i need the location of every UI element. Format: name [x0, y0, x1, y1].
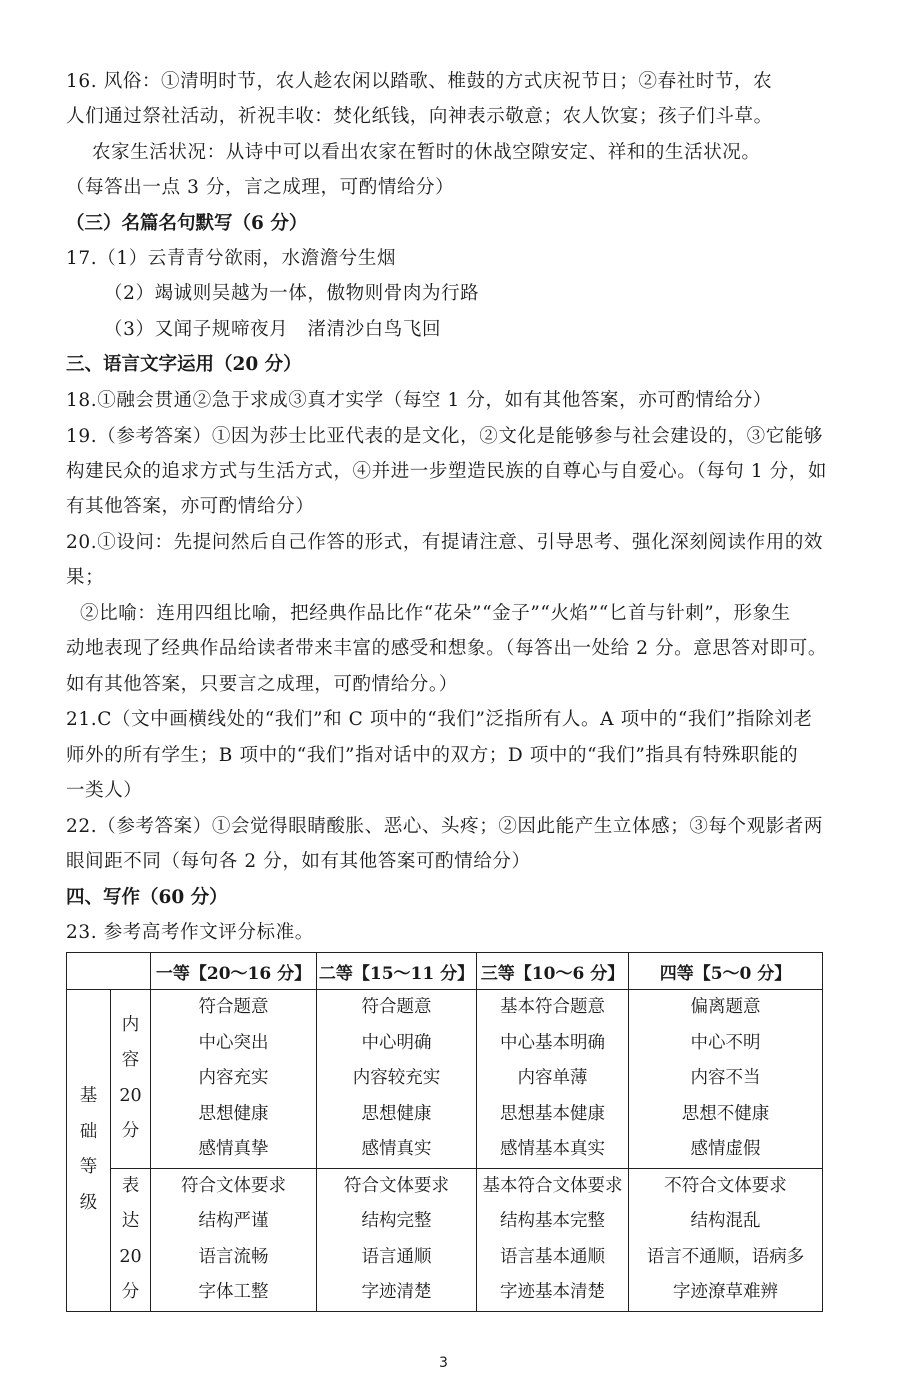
- q22-line-2: 眼间距不同（每句各 2 分，如有其他答案可酌情给分）: [66, 851, 531, 872]
- criterion-text: 中心不明: [690, 1032, 761, 1053]
- page-number: 3: [439, 1355, 448, 1371]
- criterion-text: 符合题意: [361, 997, 432, 1017]
- q16-line-1: 16. 风俗：①清明时节，农人趁农闲以踏歌、椎鼓的方式庆祝节日；②春社时节，农: [66, 71, 773, 92]
- expression-label-char: 表: [121, 1175, 140, 1196]
- criterion-text: 语言基本通顺: [500, 1246, 605, 1267]
- criterion-text: 内容不当: [690, 1068, 761, 1088]
- criterion-text: 符合文体要求: [344, 1175, 449, 1196]
- expression-label-char: 分: [121, 1282, 140, 1302]
- criterion-text: 不符合文体要求: [664, 1175, 787, 1196]
- criterion-text: 感情真挚: [198, 1139, 269, 1159]
- criterion-text: 思想基本健康: [500, 1103, 605, 1124]
- criterion-text: 字迹清楚: [361, 1282, 432, 1302]
- q20-line-1: 20.①设问：先提问然后自己作答的形式，有提请注意、引导思考、强化深刻阅读作用的效: [66, 532, 824, 553]
- expression-label-char: 达: [121, 1211, 140, 1231]
- q22-line-1: 22.（参考答案）①会觉得眼睛酸胀、恶心、头疼；②因此能产生立体感；③每个观影者两: [66, 816, 824, 837]
- criterion-text: 思想健康: [361, 1103, 432, 1124]
- header-grade-4: 四等【5～0 分】: [629, 953, 823, 990]
- criterion-text: 语言流畅: [198, 1246, 269, 1267]
- q20-line-4: 动地表现了经典作品给读者带来丰富的感受和想象。（每答出一处给 2 分。意思答对即可。: [66, 638, 827, 659]
- q19-line-2: 构建民众的追求方式与生活方式，④并进一步塑造民族的自尊心与自爱心。（每句 1 分，如: [66, 461, 827, 482]
- q16-line-4: （每答出一点 3 分，言之成理，可酌情给分）: [66, 177, 455, 198]
- content-grade-3-cell: [477, 990, 629, 1169]
- content-label-char: 容: [121, 1050, 140, 1071]
- q19-line-1: 19.（参考答案）①因为莎士比亚代表的是文化，②文化是能够参与社会建设的，③它能够: [66, 426, 824, 447]
- content-grade-4-cell: [629, 990, 823, 1169]
- criterion-text: 偏离题意: [690, 997, 761, 1017]
- expression-grade-2-cell: [317, 1168, 477, 1311]
- header-grade-1: 一等【20～16 分】: [151, 953, 317, 990]
- criterion-text: 中心基本明确: [500, 1032, 605, 1053]
- content-label-char: 分: [121, 1121, 140, 1142]
- q17-item-3: （3）又闻子规啼夜月 渚清沙白鸟飞回: [104, 319, 442, 340]
- expression-row: [67, 1168, 823, 1311]
- criterion-text: 感情真实: [361, 1139, 432, 1159]
- criterion-text: 结构基本完整: [500, 1211, 605, 1231]
- q20-line-3: ②比喻：连用四组比喻，把经典作品比作“花朵”“金子”“火焰”“匕首与针刺”，形象生: [80, 603, 791, 624]
- basic-level-char: 础: [79, 1121, 98, 1142]
- expression-label: [111, 1168, 151, 1311]
- content-grade-2-cell: [317, 990, 477, 1169]
- section-3-title: （三）名篇名句默写（6 分）: [66, 213, 308, 234]
- criterion-text: 内容较充实: [352, 1068, 441, 1088]
- criterion-text: 感情基本真实: [500, 1139, 605, 1159]
- content-row: [67, 990, 823, 1169]
- q23-line: 23. 参考高考作文评分标准。: [66, 922, 314, 943]
- criterion-text: 中心突出: [198, 1032, 269, 1053]
- basic-level-char: 基: [79, 1086, 98, 1107]
- expression-label-char: 20: [119, 1246, 142, 1267]
- criterion-text: 字迹基本清楚: [500, 1282, 605, 1302]
- criterion-text: 感情虚假: [690, 1139, 761, 1159]
- basic-level-char: 等: [79, 1157, 98, 1178]
- criterion-text: 字体工整: [198, 1282, 269, 1302]
- criterion-text: 内容充实: [198, 1068, 269, 1088]
- q21-line-3: 一类人）: [66, 780, 143, 801]
- q19-line-3: 有其他答案，亦可酌情给分）: [66, 496, 315, 517]
- content-label: [111, 990, 151, 1169]
- expression-grade-4-cell: [629, 1168, 823, 1311]
- q21-line-2: 师外的所有学生；B 项中的“我们”指对话中的双方；D 项中的“我们”指具有特殊职能的: [66, 745, 799, 766]
- criterion-text: 思想健康: [198, 1103, 269, 1124]
- q20-line-2: 果；: [66, 567, 105, 588]
- part-4-title: 四、写作（60 分）: [66, 887, 228, 908]
- q17-item-2: （2）竭诚则吴越为一体，傲物则骨肉为行路: [104, 283, 480, 304]
- part-3-title: 三、语言文字运用（20 分）: [66, 354, 302, 375]
- q16-line-2: 人们通过祭社活动，祈祝丰收：焚化纸钱，向神表示敬意；农人饮宴；孩子们斗草。: [66, 106, 773, 127]
- criterion-text: 基本符合文体要求: [482, 1175, 623, 1196]
- expression-grade-1-cell: [151, 1168, 317, 1311]
- header-grade-3: 三等【10～6 分】: [477, 953, 629, 990]
- content-grade-1-cell: [151, 990, 317, 1169]
- criterion-text: 结构完整: [361, 1211, 432, 1231]
- criterion-text: 结构混乱: [690, 1211, 761, 1231]
- expression-grade-3-cell: [477, 1168, 629, 1311]
- essay-grading-table: [66, 952, 823, 1312]
- criterion-text: 中心明确: [361, 1032, 432, 1053]
- criterion-text: 符合题意: [198, 997, 269, 1017]
- q16-line-3: 农家生活状况：从诗中可以看出农家在暂时的休战空隙安定、祥和的生活状况。: [92, 142, 761, 163]
- criterion-text: 思想不健康: [681, 1103, 770, 1124]
- q20-line-5: 如有其他答案，只要言之成理，可酌情给分。）: [66, 674, 458, 695]
- q18-line: 18.①融会贯通②急于求成③真才实学（每空 1 分，如有其他答案，亦可酌情给分）: [66, 390, 772, 411]
- criterion-text: 符合文体要求: [181, 1175, 286, 1196]
- criterion-text: 结构严谨: [198, 1211, 269, 1231]
- basic-level-char: 级: [79, 1192, 98, 1213]
- criterion-text: 语言通顺: [361, 1246, 432, 1267]
- criterion-text: 基本符合题意: [500, 997, 605, 1017]
- criterion-text: 语言不通顺，语病多: [646, 1246, 805, 1267]
- grading-header-row: [67, 953, 823, 990]
- basic-level-label: [67, 990, 111, 1312]
- criterion-text: 字迹潦草难辨: [673, 1282, 778, 1302]
- content-label-char: 内: [121, 1014, 140, 1035]
- q21-line-1: 21.C（文中画横线处的“我们”和 C 项中的“我们”泛指所有人。A 项中的“我们”指除刘老: [66, 709, 813, 730]
- q17-item-1: 17.（1）云青青兮欲雨，水澹澹兮生烟: [66, 248, 397, 269]
- header-blank-cell: [67, 953, 151, 990]
- criterion-text: 内容单薄: [517, 1068, 588, 1088]
- content-label-char: 20: [119, 1085, 142, 1106]
- header-grade-2: 二等【15～11 分】: [317, 953, 477, 990]
